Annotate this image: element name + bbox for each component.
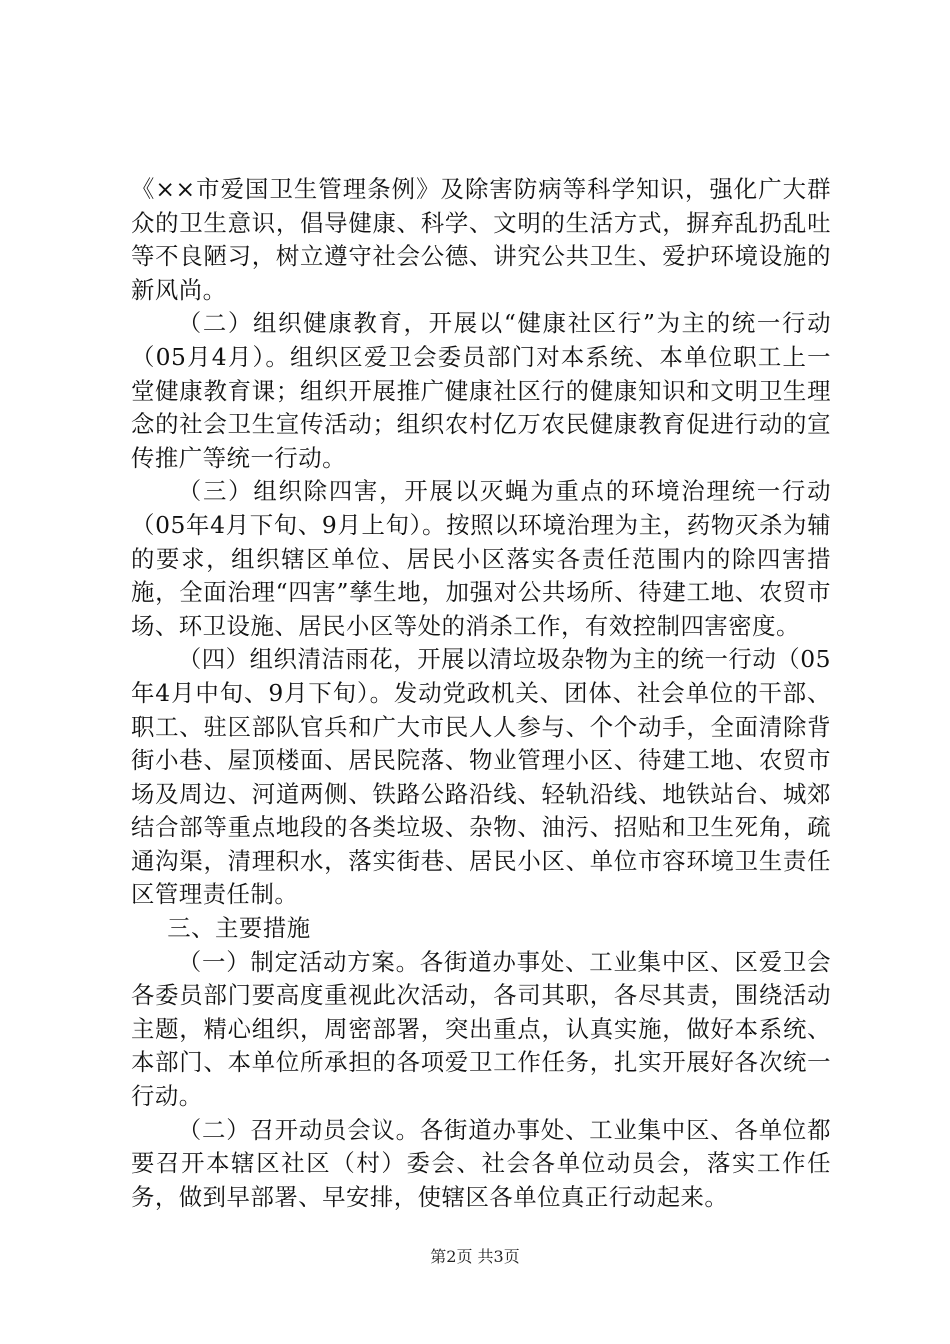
paragraph-mobilization-meeting: （二）召开动员会议。各街道办事处、工业集中区、各单位都要召开本辖区社区（村）委会、社会各单位动员会，落实工作任务，做到早部署、早安排，使辖区各单位真正行动起来。 xyxy=(131,1115,831,1211)
page-number-footer: 第2页 共3页 xyxy=(430,1247,520,1266)
paragraph-health-education: （二）组织健康教育，开展以“健康社区行”为主的统一行动（05月4月）。组织区爱卫会委员部门对本系统、本单位职工上一堂健康教育课；组织开展推广健康社区行的健康知识和文明卫生理念的社会卫生宣传活动；组织农村亿万农民健康教育促进行动的宣传推广等统一行动。 xyxy=(131,309,831,472)
paragraph-clean-yuhua: （四）组织清洁雨花，开展以清垃圾杂物为主的统一行动（05年4月中旬、9月下旬）。发动党政机关、团体、社会单位的干部、职工、驻区部队官兵和广大市民人人参与、个个动手，全面清除背街小巷、屋顶楼面、居民院落、物业管理小区、待建工地、农贸市场及周边、河道两侧、铁路公路沿线、轻轨沿线、地铁站台、城郊结合部等重点地段的各类垃圾、杂物、油污、招贴和卫生死角，疏通沟渠，清理积水，落实街巷、居民小区、单位市容环境卫生责任区管理责任制。 xyxy=(131,645,831,909)
paragraph-activity-plan: （一）制定活动方案。各街道办事处、工业集中区、区爱卫会各委员部门要高度重视此次活动，各司其职，各尽其责，围绕活动主题，精心组织，周密部署，突出重点，认真实施，做好本系统、本部门、本单位所承担的各项爱卫工作任务，扎实开展好各次统一行动。 xyxy=(131,947,831,1111)
section-heading-measures: 三、主要措施 xyxy=(167,914,311,943)
document-body xyxy=(131,173,831,1214)
paragraph-continuation: 《××市爱国卫生管理条例》及除害防病等科学知识，强化广大群众的卫生意识，倡导健康、科学、文明的生活方式，摒弃乱扔乱吐等不良陋习，树立遵守社会公德、讲究公共卫生、爱护环境设施的新风尚。 xyxy=(131,175,831,304)
paragraph-pest-control: （三）组织除四害，开展以灭蝇为重点的环境治理统一行动（05年4月下旬、9月上旬）。按照以环境治理为主，药物灭杀为辅的要求，组织辖区单位、居民小区落实各责任范围内的除四害措施，全面治理“四害”孳生地，加强对公共场所、待建工地、农贸市场、环卫设施、居民小区等处的消杀工作，有效控制四害密度。 xyxy=(131,477,831,640)
